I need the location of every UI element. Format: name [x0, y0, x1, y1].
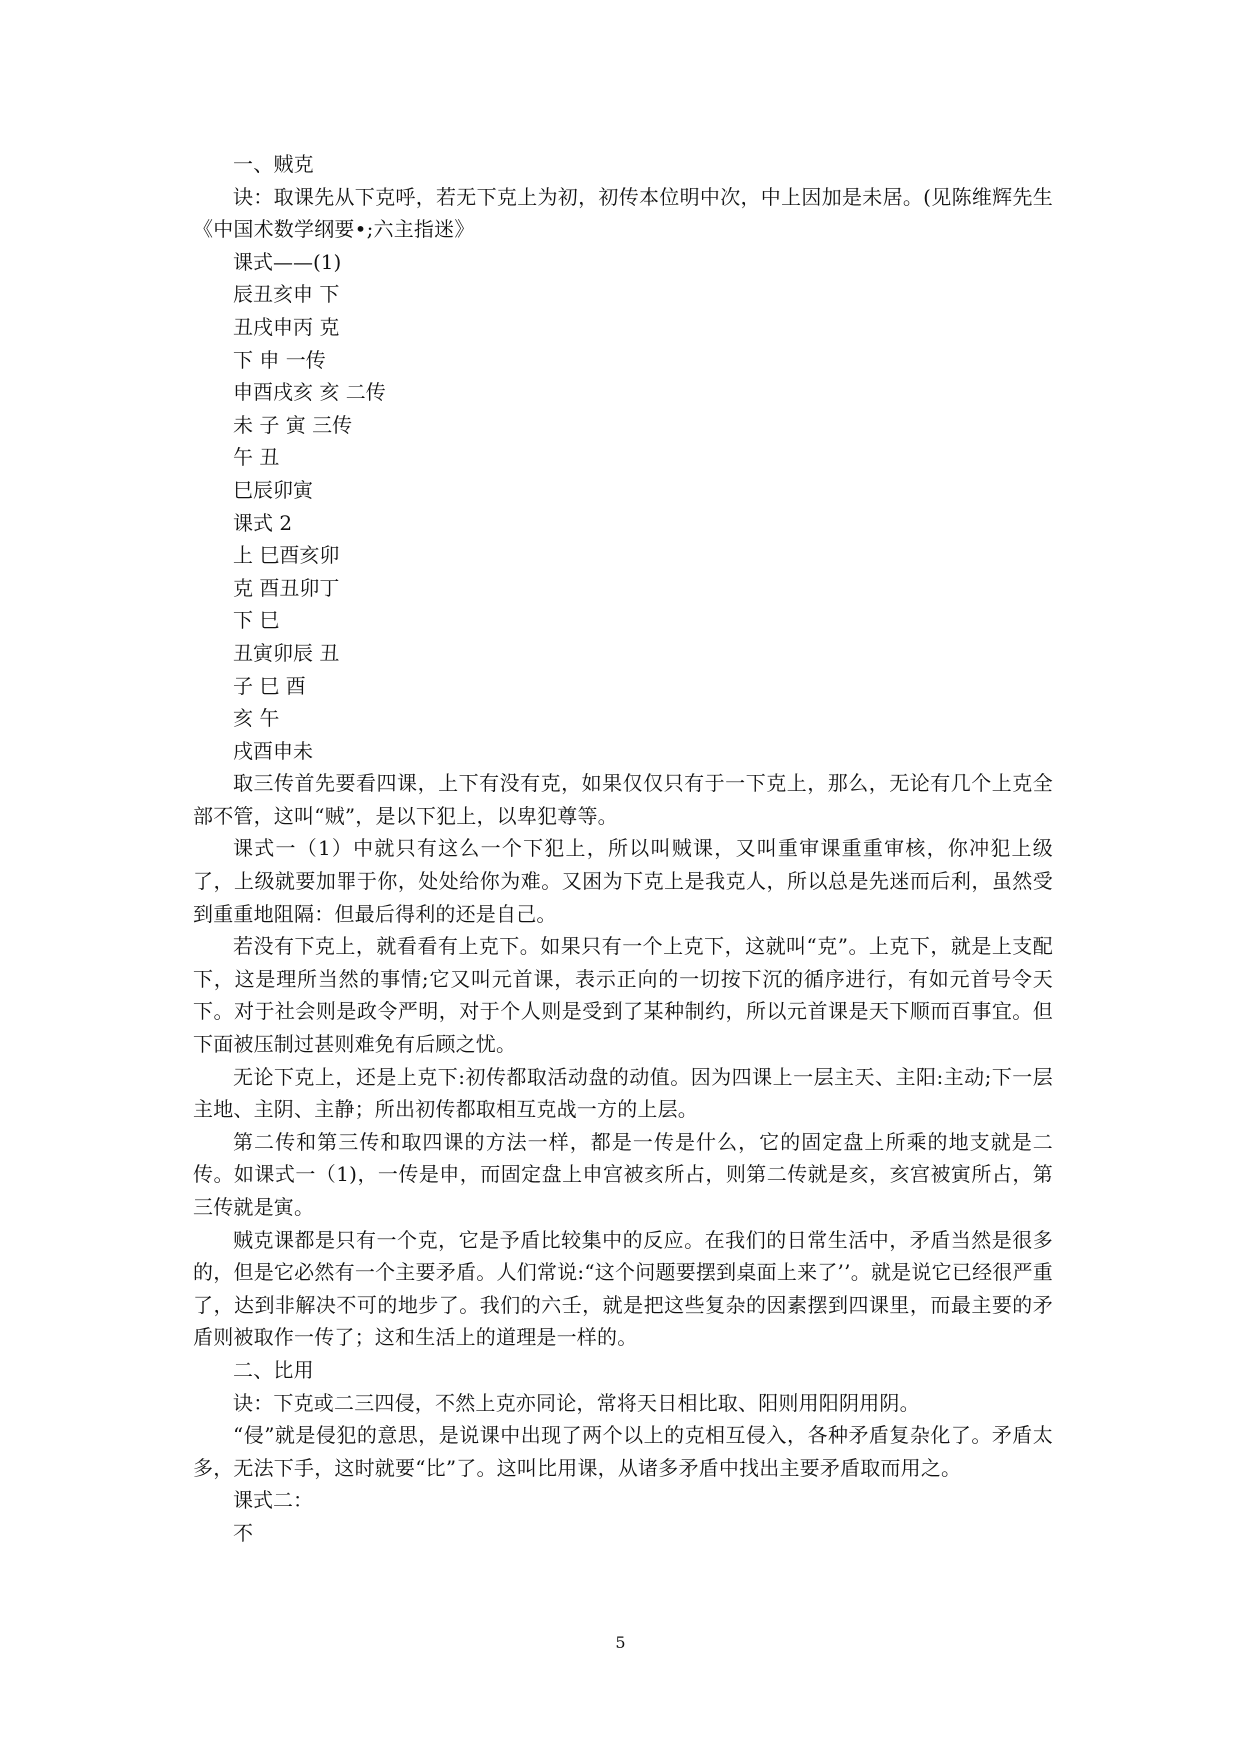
diagram-row: 巳辰卯寅: [233, 477, 313, 502]
paragraph: 第二传和第三传和取四课的方法一样，都是一传是什么，它的固定盘上所乘的地支就是二传。如课式一（1)，一传是申，而固定盘上申宫被亥所占，则第二传就是亥，亥宫被寅所占，第三传就是寅。: [193, 1129, 1053, 1219]
diagram-row: 午 丑: [233, 445, 280, 470]
verse-paragraph: 诀：下克或二三四侵，不然上克亦同论，常将天日相比取、阳则用阳阴用阴。: [233, 1390, 920, 1415]
diagram-row: 丑戌申丙 克: [233, 314, 340, 339]
diagram-row: 亥 午: [233, 706, 280, 731]
diagram-row: 下 巳: [233, 608, 280, 633]
heading-zeike: 一、贼克: [233, 152, 314, 176]
diagram-row: 子 巳 酉: [233, 673, 306, 698]
diagram-row: 戌酉申未: [233, 738, 313, 763]
heading-biyong: 二、比用: [233, 1357, 314, 1382]
diagram-row: 申酉戌亥 亥 二传: [233, 380, 386, 405]
verse-paragraph: 诀：取课先从下克呼，若无下克上为初，初传本位明中次，中上因加是未居。(见陈维辉先生《中国术数学纲要•;六主指迷》: [193, 184, 1053, 242]
diagram-title-1: 课式——(1): [233, 249, 342, 274]
diagram-title-2: 课式 2: [233, 510, 293, 535]
diagram-row: 丑寅卯辰 丑: [233, 640, 340, 665]
paragraph: 取三传首先要看四课，上下有没有克，如果仅仅只有于一下克上，那么，无论有几个上克全部不管，这叫“贼”，是以下犯上，以卑犯尊等。: [193, 771, 1053, 828]
diagram-row: 上 巳酉亥卯: [233, 543, 340, 568]
diagram-row: 不: [233, 1520, 253, 1545]
diagram-row: 克 酉丑卯丁: [233, 575, 340, 600]
diagram-row: 下 申 一传: [233, 347, 326, 372]
paragraph: 贼克课都是只有一个克，它是予盾比较集中的反应。在我们的日常生活中，矛盾当然是很多的，但是它必然有一个主要矛盾。人们常说:“这个问题要摆到桌面上来了’’。就是说它已经很严重了，达到非解决不可的地步了。我们的六壬，就是把这些复杂的因素摆到四课里，而最主要的矛盾则被取作一传了；这和生活上的道理是一样的。: [193, 1227, 1053, 1350]
diagram-title-3: 课式二：: [233, 1488, 313, 1513]
paragraph: 若没有下克上，就看看有上克下。如果只有一个上克下，这就叫“克”。上克下，就是上支配下，这是理所当然的事情;它又叫元首课，表示正向的一切按下沉的循序进行，有如元首号令天下。对于社会则是政令严明，对于个人则是受到了某种制约，所以元首课是天下顺而百事宜。但下面被压制过甚则难免有后顾之忧。: [193, 934, 1053, 1057]
body-text: [193, 148, 1053, 1550]
paragraph: “侵”就是侵犯的意思，是说课中出现了两个以上的克相互侵入，各种矛盾复杂化了。矛盾太多，无法下手，这时就要“比”了。这叫比用课，从诸多矛盾中找出主要矛盾取而用之。: [193, 1423, 1053, 1480]
page-number: 5: [615, 1633, 626, 1652]
paragraph: 课式一（1）中就只有这么一个下犯上，所以叫贼课，又叫重审课重重审核，你冲犯上级了，上级就要加罪于你，处处给你为难。又困为下克上是我克人，所以总是先迷而后利，虽然受到重重地阻隔：但最后得利的还是自己。: [193, 836, 1053, 926]
diagram-row: 辰丑亥申 下: [233, 282, 340, 307]
paragraph: 无论下克上，还是上克下:初传都取活动盘的动值。因为四课上一层主天、主阳:主动;下一层主地、主阴、主静；所出初传都取相互克战一方的上层。: [193, 1064, 1053, 1122]
diagram-row: 未 子 寅 三传: [233, 412, 353, 437]
